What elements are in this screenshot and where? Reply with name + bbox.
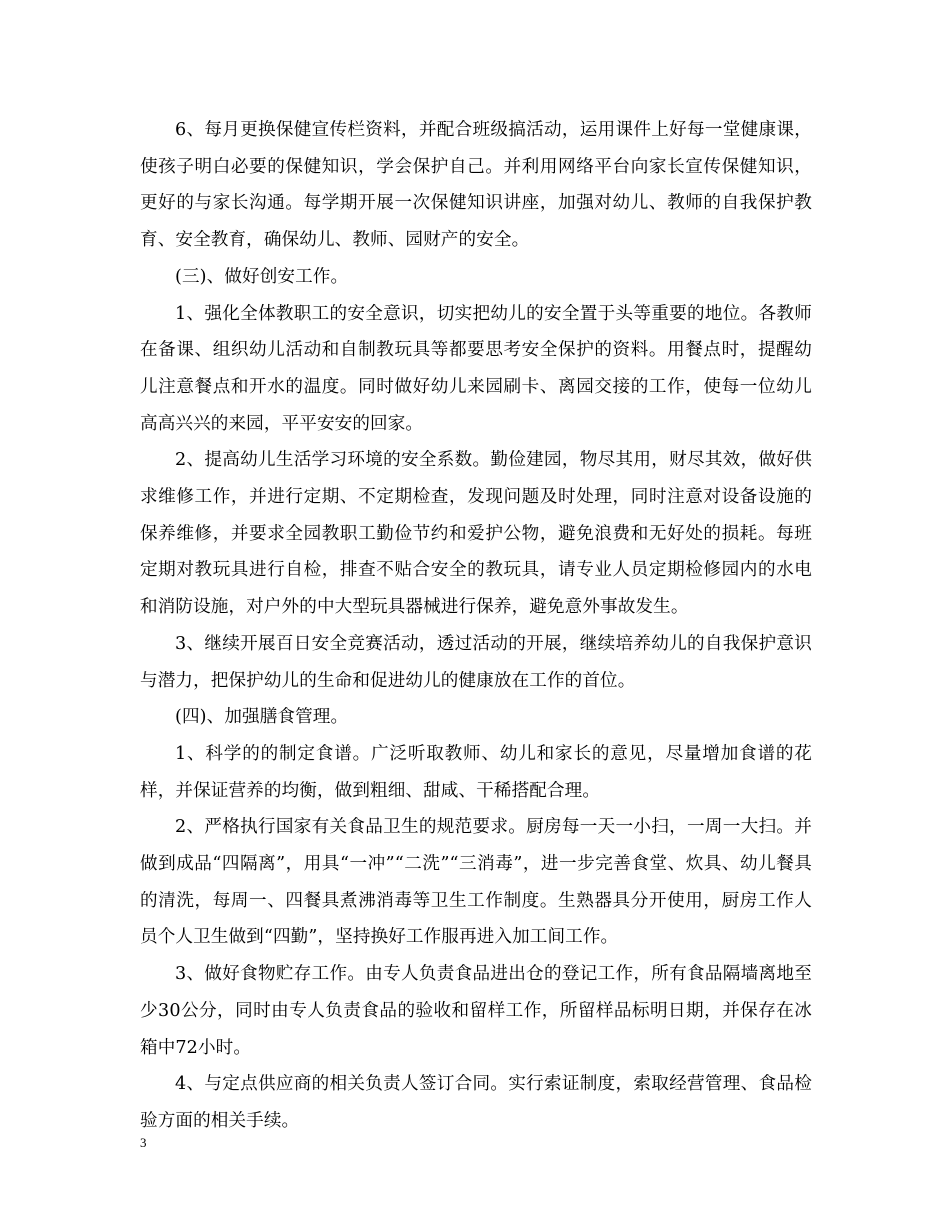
paragraph-safety-competition: 3、继续开展百日安全竞赛活动，透过活动的开展，继续培养幼儿的自我保护意识与潜力，把保护幼儿的生命和促进幼儿的健康放在工作的首位。 bbox=[140, 633, 812, 691]
paragraph-item-6-health-promotion: 6、每月更换保健宣传栏资料，并配合班级搞活动，运用课件上好每一堂健康课，使孩子明白必要的保健知识，学会保护自己。并利用网络平台向家长宣传保健知识，更好的与家长沟通。每学期开展一次保健知识讲座，加强对幼儿、教师的自我保护教育、安全教育，确保幼儿、教师、园财产的安全。 bbox=[140, 120, 812, 251]
section-heading-safety: (三)、做好创安工作。 bbox=[175, 266, 349, 287]
page-number: 3 bbox=[140, 1135, 147, 1150]
paragraph-food-hygiene: 2、严格执行国家有关食品卫生的规范要求。厨房每一天一小扫，一周一大扫。并做到成品“四隔离”，用具“一冲”“二洗”“三消毒”，进一步完善食堂、炊具、幼儿餐具的清洗，每周一、四餐具煮沸消毒等卫生工作制度。生熟器具分开使用，厨房工作人员个人卫生做到“四勤”，坚持换好工作服再进入加工间工作。 bbox=[140, 817, 812, 948]
paragraph-food-storage: 3、做好食物贮存工作。由专人负责食品进出仓的登记工作，所有食品隔墙离地至少30公分，同时由专人负责食品的验收和留样工作，所留样品标明日期，并保存在冰箱中72小时。 bbox=[140, 964, 812, 1058]
paragraph-supplier-contract: 4、与定点供应商的相关负责人签订合同。实行索证制度，索取经营管理、食品检验方面的相关手续。 bbox=[140, 1074, 812, 1131]
paragraph-menu-planning: 1、科学的的制定食谱。广泛听取教师、幼儿和家长的意见，尽量增加食谱的花样，并保证营养的均衡，做到粗细、甜咸、干稀搭配合理。 bbox=[140, 743, 812, 801]
section-heading-diet: (四)、加强膳食管理。 bbox=[175, 707, 349, 728]
paragraph-environment-safety: 2、提高幼儿生活学习环境的安全系数。勤俭建园，物尽其用，财尽其效，做好供求维修工作，并进行定期、不定期检查，发现问题及时处理，同时注意对设备设施的保养维修，并要求全园教职工勤俭节约和爱护公物，避免浪费和无好处的损耗。每班定期对教玩具进行自检，排查不贴合安全的教玩具，请专业人员定期检修园内的水电和消防设施，对户外的中大型玩具器械进行保养，避免意外事故发生。 bbox=[140, 450, 812, 618]
document-body bbox=[140, 112, 812, 1140]
paragraph-safety-awareness: 1、强化全体教职工的安全意识，切实把幼儿的安全置于头等重要的地位。各教师在备课、组织幼儿活动和自制教玩具等都要思考安全保护的资料。用餐点时，提醒幼儿注意餐点和开水的温度。同时做好幼儿来园刷卡、离园交接的工作，使每一位幼儿高高兴兴的来园，平平安安的回家。 bbox=[140, 303, 812, 434]
